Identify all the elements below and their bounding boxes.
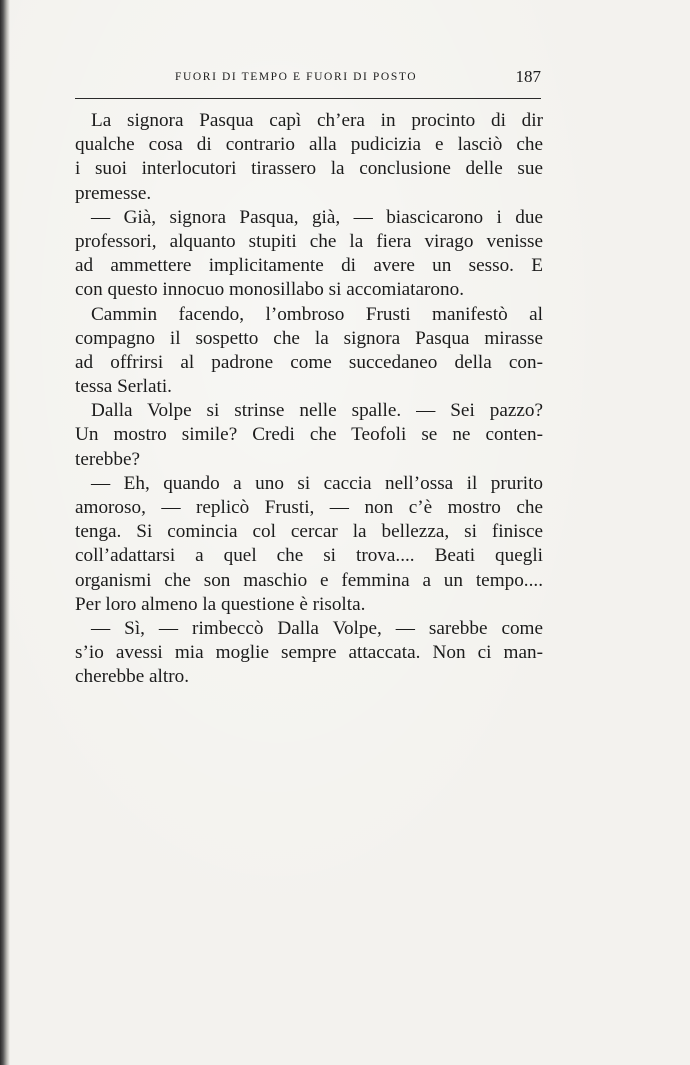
text-line: amoroso, — replicò Frusti, — non c’è mostro che [75,497,543,518]
text-line: Dalla Volpe si strinse nelle spalle. — Sei pazzo? [91,400,543,422]
text-line: Per loro almeno la questione è risolta. [75,593,366,615]
body-text [75,109,543,690]
text-line: — Sì, — rimbeccò Dalla Volpe, — sarebbe come [91,617,543,639]
text-line: Un mostro simile? Credi che Teofoli se ne conten- [75,424,543,446]
text-line: con questo innocuo monosillabo si accomiatarono. [75,279,464,301]
text-line: compagno il sospetto che la signora Pasqua mirasse [75,327,543,349]
text-line: tenga. Si comincia col cercar la bellezza, si finisce [75,521,543,543]
text-line: — Già, signora Pasqua, già, — biascicarono i due [91,206,543,228]
text-line: organismi che son maschio e femmina a un tempo.... [75,569,543,591]
text-line: — Eh, quando a uno si caccia nell’ossa il prurito [91,472,543,494]
text-line: La signora Pasqua capì ch’era in procinto di dir [91,110,543,131]
page-binding-edge [0,0,10,1065]
text-line: ad offrirsi al padrone come succedaneo della con- [75,351,543,373]
text-line: premesse. [75,182,152,204]
page-number: 187 [515,67,541,86]
running-title: FUORI DI TEMPO E FUORI DI POSTO [175,71,418,83]
header-rule [75,98,541,99]
text-line: cherebbe altro. [75,666,189,688]
running-head [75,66,541,88]
text-line: i suoi interlocutori tirassero la conclusione delle sue [75,158,543,180]
text-line: professori, alquanto stupiti che la fiera virago venisse [75,230,543,252]
text-line: ad ammettere implicitamente di avere un sesso. E [75,255,543,277]
text-line: Cammin facendo, l’ombroso Frusti manifestò al [91,303,543,325]
text-line: tessa Serlati. [75,376,172,398]
text-line: terebbe? [75,448,140,470]
text-line: qualche cosa di contrario alla pudicizia e lasciò che [75,134,543,156]
text-line: coll’adattarsi a quel che si trova.... Beati quegli [75,545,543,567]
text-line: s’io avessi mia moglie sempre attaccata. Non ci man- [75,642,543,664]
